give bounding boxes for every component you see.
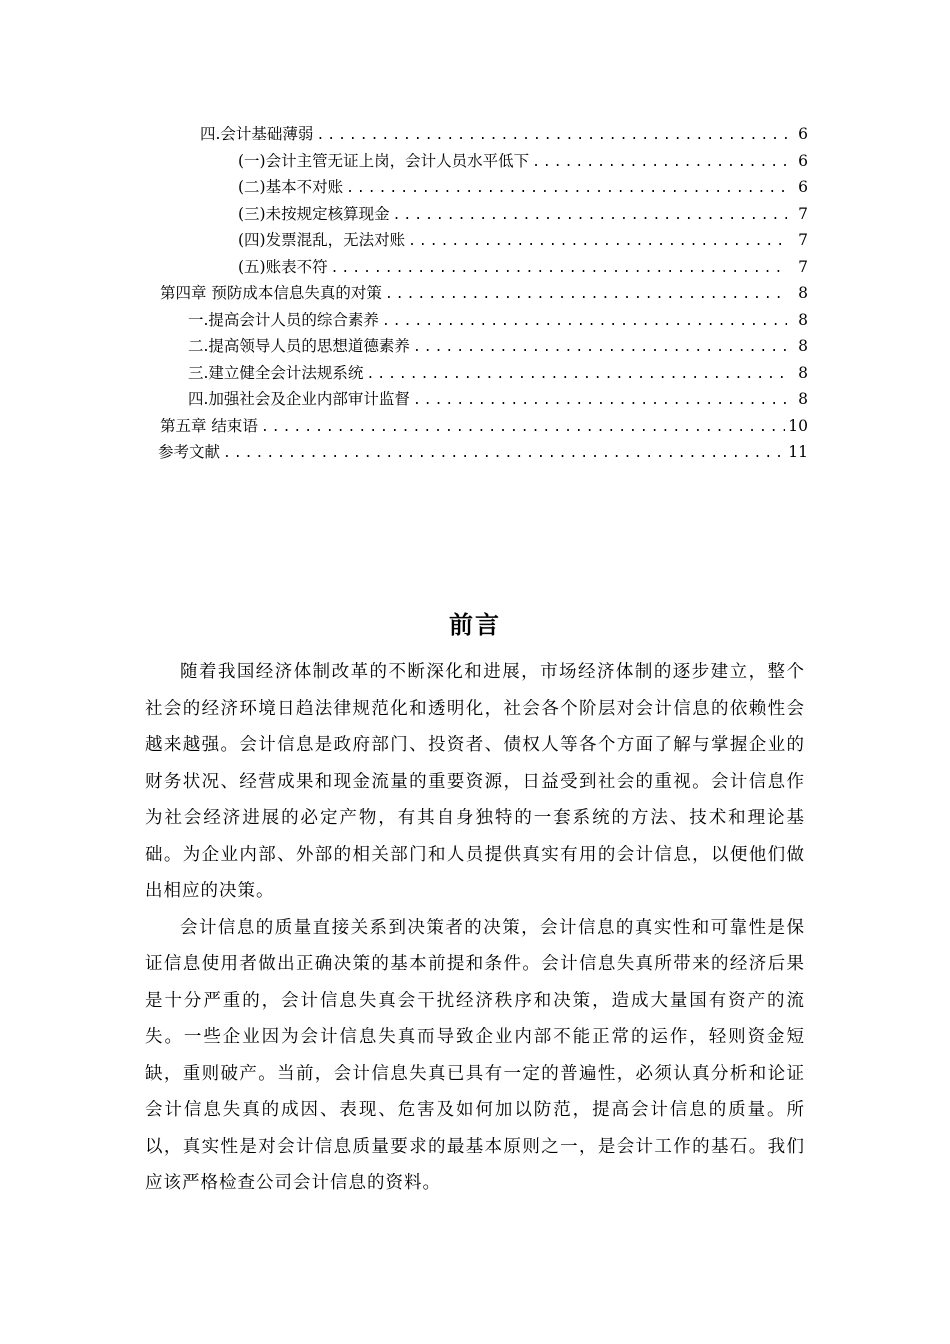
toc-leader-dots: [346, 179, 787, 199]
toc-entry-label: 第五章 结束语: [160, 416, 258, 435]
toc-entry-label: 第四章 预防成本信息失真的对策: [160, 284, 382, 302]
toc-entry-label: 一.提高会计人员的综合素养: [188, 310, 379, 329]
toc-entry[interactable]: [238, 151, 808, 173]
toc-entry[interactable]: [238, 204, 808, 226]
toc-entry-page: 7: [798, 257, 808, 276]
toc-entry[interactable]: [238, 257, 808, 279]
toc-entry-label: 三.建立健全会计法规系统: [188, 363, 364, 382]
toc-entry-page: 8: [798, 310, 808, 329]
toc-leader-dots: [532, 153, 787, 173]
toc-entry[interactable]: [160, 416, 808, 438]
toc-entry-label: 四.加强社会及企业内部审计监督: [188, 390, 410, 408]
toc-entry[interactable]: [238, 230, 808, 252]
toc-entry[interactable]: [188, 310, 808, 332]
toc-leader-dots: [331, 259, 787, 279]
preface-paragraph: 随着我国经济体制改革的不断深化和进展，市场经济体制的逐步建立，整个社会的经济环境日趋法律规范化和透明化，社会各个阶层对会计信息的依赖性会越来越强。会计信息是政府部门、投资者、债权人等各个方面了解与掌握企业的财务状况、经营成果和现金流量的重要资源，日益受到社会的重视。会计信息作为社会经济进展的必定产物，有其自身独特的一套系统的方法、技术和理论基础。为企业内部、外部的相关部门和人员提供真实有用的会计信息，以便他们做出相应的决策。: [145, 662, 805, 901]
toc-leader-dots: [316, 126, 787, 146]
toc-entry[interactable]: [188, 389, 808, 411]
toc-entry-page: 7: [798, 231, 808, 249]
toc-entry-page: 6: [798, 178, 808, 196]
toc-entry[interactable]: [200, 124, 808, 146]
toc-entry-page: 6: [798, 151, 808, 170]
toc-leader-dots: [261, 418, 785, 438]
toc-entry[interactable]: [160, 283, 808, 305]
toc-entry-page: 7: [798, 204, 808, 223]
toc-entry-label: (五)账表不符: [238, 257, 328, 276]
toc-entry-page: 11: [788, 443, 808, 461]
toc-entry[interactable]: [158, 442, 808, 464]
toc-entry-page: 6: [798, 125, 808, 143]
toc-entry-label: (四)发票混乱，无法对账: [238, 231, 406, 249]
toc-leader-dots: [385, 285, 787, 305]
toc-entry[interactable]: [188, 336, 808, 358]
toc-entry-page: 10: [788, 416, 808, 435]
toc-leader-dots: [382, 312, 787, 332]
toc-entry-page: 8: [798, 363, 808, 382]
toc-leader-dots: [408, 232, 787, 252]
toc-entry-page: 8: [798, 337, 808, 355]
toc-entry-page: 8: [798, 390, 808, 408]
toc-leader-dots: [366, 365, 787, 385]
toc-entry-page: 8: [798, 284, 808, 302]
toc-leader-dots: [413, 338, 787, 358]
toc-leader-dots: [393, 206, 787, 226]
toc-entry-label: (二)基本不对账: [238, 178, 344, 196]
toc-leader-dots: [413, 391, 787, 411]
preface-body: [145, 654, 805, 1202]
toc-entry-label: (三)未按规定核算现金: [238, 204, 390, 223]
toc-entry-label: 参考文献: [158, 443, 221, 461]
toc-entry[interactable]: [188, 363, 808, 385]
preface-paragraph: 会计信息的质量直接关系到决策者的决策，会计信息的真实性和可靠性是保证信息使用者做出正确决策的基本前提和条件。会计信息失真所带来的经济后果是十分严重的，会计信息失真会干扰经济秩序和决策，造成大量国有资产的流失。一些企业因为会计信息失真而导致企业内部不能正常的运作，轻则资金短缺，重则破产。当前，会计信息失真已具有一定的普遍性，必须认真分析和论证会计信息失真的成因、表现、危害及如何加以防范，提高会计信息的质量。所以，真实性是对会计信息质量要求的最基本原则之一，是会计工作的基石。我们应该严格检查公司会计信息的资料。: [145, 917, 805, 1193]
preface-title: 前言: [449, 611, 501, 639]
toc-entry-label: 四.会计基础薄弱: [200, 125, 314, 143]
toc-entry[interactable]: [238, 177, 808, 199]
toc-leader-dots: [223, 444, 785, 464]
toc-entry-label: 二.提高领导人员的思想道德素养: [188, 337, 410, 355]
toc-entry-label: (一)会计主管无证上岗，会计人员水平低下: [238, 151, 530, 170]
